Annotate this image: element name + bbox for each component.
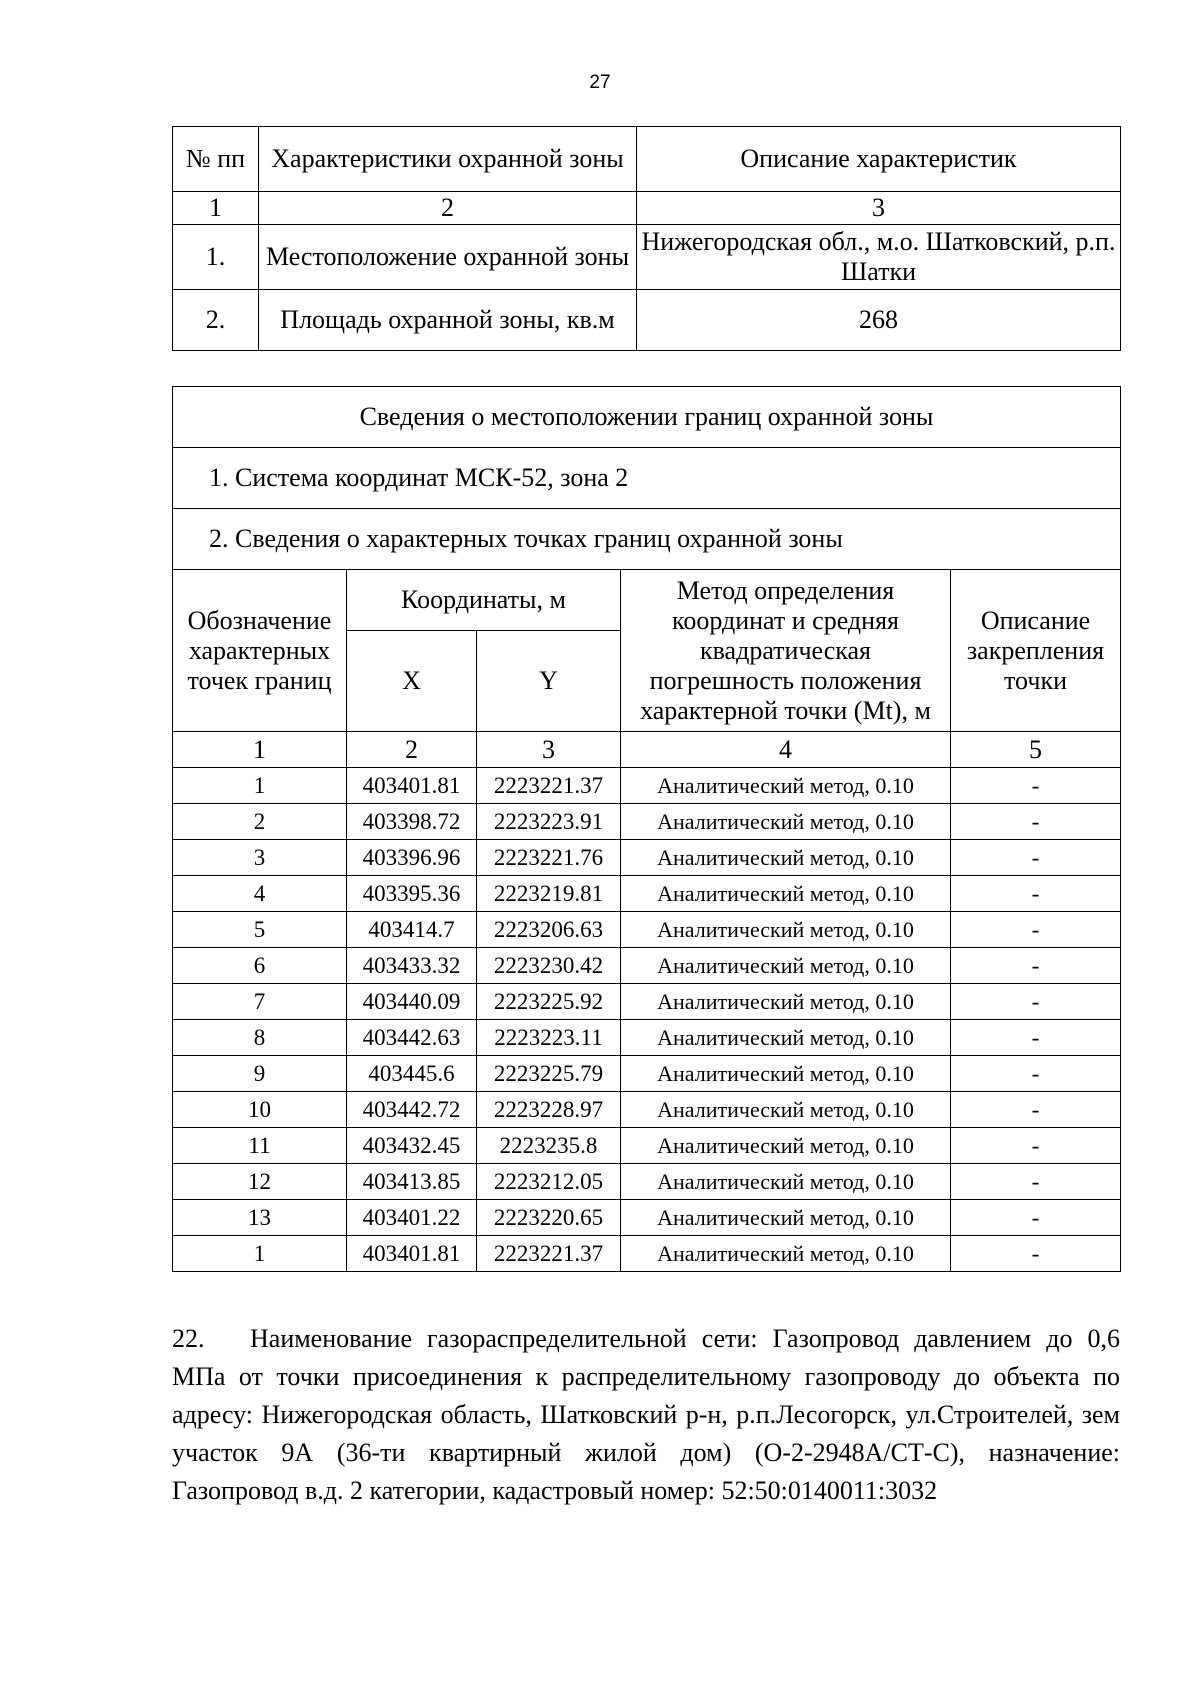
characteristics-table: [172, 126, 1121, 351]
point-fixing: -: [951, 768, 1121, 804]
point-method: Аналитический метод, 0.10: [621, 876, 951, 912]
point-fixing: -: [951, 1128, 1121, 1164]
point-fixing: -: [951, 1236, 1121, 1272]
column-number: 2: [259, 192, 637, 225]
point-fixing: -: [951, 1056, 1121, 1092]
point-fixing: -: [951, 1092, 1121, 1128]
point-x: 403440.09: [347, 984, 477, 1020]
point-y: 2223220.65: [477, 1200, 621, 1236]
header-method: Метод определения координат и средняя квадратическая погрешность положения характерной точки (Mt), м: [621, 570, 951, 732]
point-y: 2223235.8: [477, 1128, 621, 1164]
header-number: № пп: [173, 127, 259, 192]
table-header-row: [173, 570, 1121, 631]
table-row: [173, 804, 1121, 840]
point-x: 403396.96: [347, 840, 477, 876]
table-row: [173, 1020, 1121, 1056]
point-method: Аналитический метод, 0.10: [621, 1092, 951, 1128]
page-number: 27: [589, 72, 611, 93]
coordinate-system: 1. Система координат МСК-52, зона 2: [173, 448, 1121, 509]
paragraph-text: Наименование газораспределительной сети: Газопровод давлением до 0,6 МПа от точки присоединения к распределительному газопроводу до объекта по адресу: Нижегородская область, Шатковский р-н, р.п.Лесогорск, ул.Строителей, зем участок 9А (36-ти квартирный жилой дом) (О-2-2948А/СТ-С), назначение: Газопровод в.д. 2 категории, кадастровый номер: 52:50:0140011:3032: [172, 1324, 1120, 1505]
point-x: 403395.36: [347, 876, 477, 912]
column-number: 3: [637, 192, 1121, 225]
point-y: 2223206.63: [477, 912, 621, 948]
header-y: Y: [477, 631, 621, 732]
point-id: 11: [173, 1128, 347, 1164]
point-x: 403401.22: [347, 1200, 477, 1236]
table-row: [173, 1236, 1121, 1272]
point-x: 403414.7: [347, 912, 477, 948]
point-y: 2223221.37: [477, 768, 621, 804]
point-id: 3: [173, 840, 347, 876]
point-fixing: -: [951, 840, 1121, 876]
point-y: 2223228.97: [477, 1092, 621, 1128]
table-row: [173, 948, 1121, 984]
column-number: 1: [173, 192, 259, 225]
point-id: 12: [173, 1164, 347, 1200]
point-y: 2223223.11: [477, 1020, 621, 1056]
point-id: 10: [173, 1092, 347, 1128]
point-method: Аналитический метод, 0.10: [621, 1236, 951, 1272]
point-y: 2223221.37: [477, 1236, 621, 1272]
row-description: Нижегородская обл., м.о. Шатковский, р.п. Шатки: [637, 225, 1121, 290]
point-fixing: -: [951, 948, 1121, 984]
header-x: X: [347, 631, 477, 732]
point-x: 403442.72: [347, 1092, 477, 1128]
point-x: 403401.81: [347, 1236, 477, 1272]
point-id: 5: [173, 912, 347, 948]
column-number-row: [173, 192, 1121, 225]
point-id: 1: [173, 1236, 347, 1272]
point-x: 403442.63: [347, 1020, 477, 1056]
table-row: [173, 1092, 1121, 1128]
table-row: [173, 912, 1121, 948]
point-x: 403398.72: [347, 804, 477, 840]
point-x: 403433.32: [347, 948, 477, 984]
point-fixing: -: [951, 1164, 1121, 1200]
point-id: 9: [173, 1056, 347, 1092]
section-title: Сведения о местоположении границ охранной зоны: [173, 387, 1121, 448]
coordinate-system-row: [173, 448, 1121, 509]
point-id: 8: [173, 1020, 347, 1056]
table-row: [173, 290, 1121, 351]
point-id: 4: [173, 876, 347, 912]
point-method: Аналитический метод, 0.10: [621, 1056, 951, 1092]
row-characteristic: Местоположение охранной зоны: [259, 225, 637, 290]
header-fixing: Описание закрепления точки: [951, 570, 1121, 732]
point-x: 403432.45: [347, 1128, 477, 1164]
point-method: Аналитический метод, 0.10: [621, 1200, 951, 1236]
points-body: [173, 768, 1121, 1272]
header-description: Описание характеристик: [637, 127, 1121, 192]
header-coordinates: Координаты, м: [347, 570, 621, 631]
point-x: 403413.85: [347, 1164, 477, 1200]
point-x: 403445.6: [347, 1056, 477, 1092]
point-id: 7: [173, 984, 347, 1020]
table-row: [173, 876, 1121, 912]
row-number: 2.: [173, 290, 259, 351]
point-id: 2: [173, 804, 347, 840]
point-method: Аналитический метод, 0.10: [621, 804, 951, 840]
coordinates-table: [172, 386, 1121, 1272]
paragraph: [172, 1320, 1120, 1510]
column-number-row: [173, 732, 1121, 768]
point-method: Аналитический метод, 0.10: [621, 840, 951, 876]
point-method: Аналитический метод, 0.10: [621, 1020, 951, 1056]
column-number: 4: [621, 732, 951, 768]
row-number: 1.: [173, 225, 259, 290]
column-number: 5: [951, 732, 1121, 768]
point-method: Аналитический метод, 0.10: [621, 984, 951, 1020]
point-fixing: -: [951, 1200, 1121, 1236]
header-designation: Обозначение характерных точек границ: [173, 570, 347, 732]
table-row: [173, 840, 1121, 876]
header-characteristic: Характеристики охранной зоны: [259, 127, 637, 192]
table-row: [173, 1200, 1121, 1236]
column-number: 2: [347, 732, 477, 768]
point-y: 2223225.92: [477, 984, 621, 1020]
table-header-row: [173, 127, 1121, 192]
point-fixing: -: [951, 1020, 1121, 1056]
point-id: 13: [173, 1200, 347, 1236]
point-fixing: -: [951, 804, 1121, 840]
table-row: [173, 768, 1121, 804]
column-number: 3: [477, 732, 621, 768]
points-heading: 2. Сведения о характерных точках границ охранной зоны: [173, 509, 1121, 570]
point-y: 2223223.91: [477, 804, 621, 840]
point-fixing: -: [951, 876, 1121, 912]
paragraph-number: 22.: [172, 1324, 205, 1353]
point-y: 2223212.05: [477, 1164, 621, 1200]
points-heading-row: [173, 509, 1121, 570]
point-x: 403401.81: [347, 768, 477, 804]
point-method: Аналитический метод, 0.10: [621, 912, 951, 948]
point-y: 2223225.79: [477, 1056, 621, 1092]
table-row: [173, 1164, 1121, 1200]
row-characteristic: Площадь охранной зоны, кв.м: [259, 290, 637, 351]
table-row: [173, 984, 1121, 1020]
point-y: 2223221.76: [477, 840, 621, 876]
point-fixing: -: [951, 912, 1121, 948]
section-title-row: [173, 387, 1121, 448]
point-y: 2223230.42: [477, 948, 621, 984]
row-description: 268: [637, 290, 1121, 351]
point-method: Аналитический метод, 0.10: [621, 1128, 951, 1164]
table-row: [173, 225, 1121, 290]
point-method: Аналитический метод, 0.10: [621, 948, 951, 984]
point-method: Аналитический метод, 0.10: [621, 768, 951, 804]
point-method: Аналитический метод, 0.10: [621, 1164, 951, 1200]
table-row: [173, 1056, 1121, 1092]
point-id: 6: [173, 948, 347, 984]
column-number: 1: [173, 732, 347, 768]
point-id: 1: [173, 768, 347, 804]
table-row: [173, 1128, 1121, 1164]
point-fixing: -: [951, 984, 1121, 1020]
point-y: 2223219.81: [477, 876, 621, 912]
